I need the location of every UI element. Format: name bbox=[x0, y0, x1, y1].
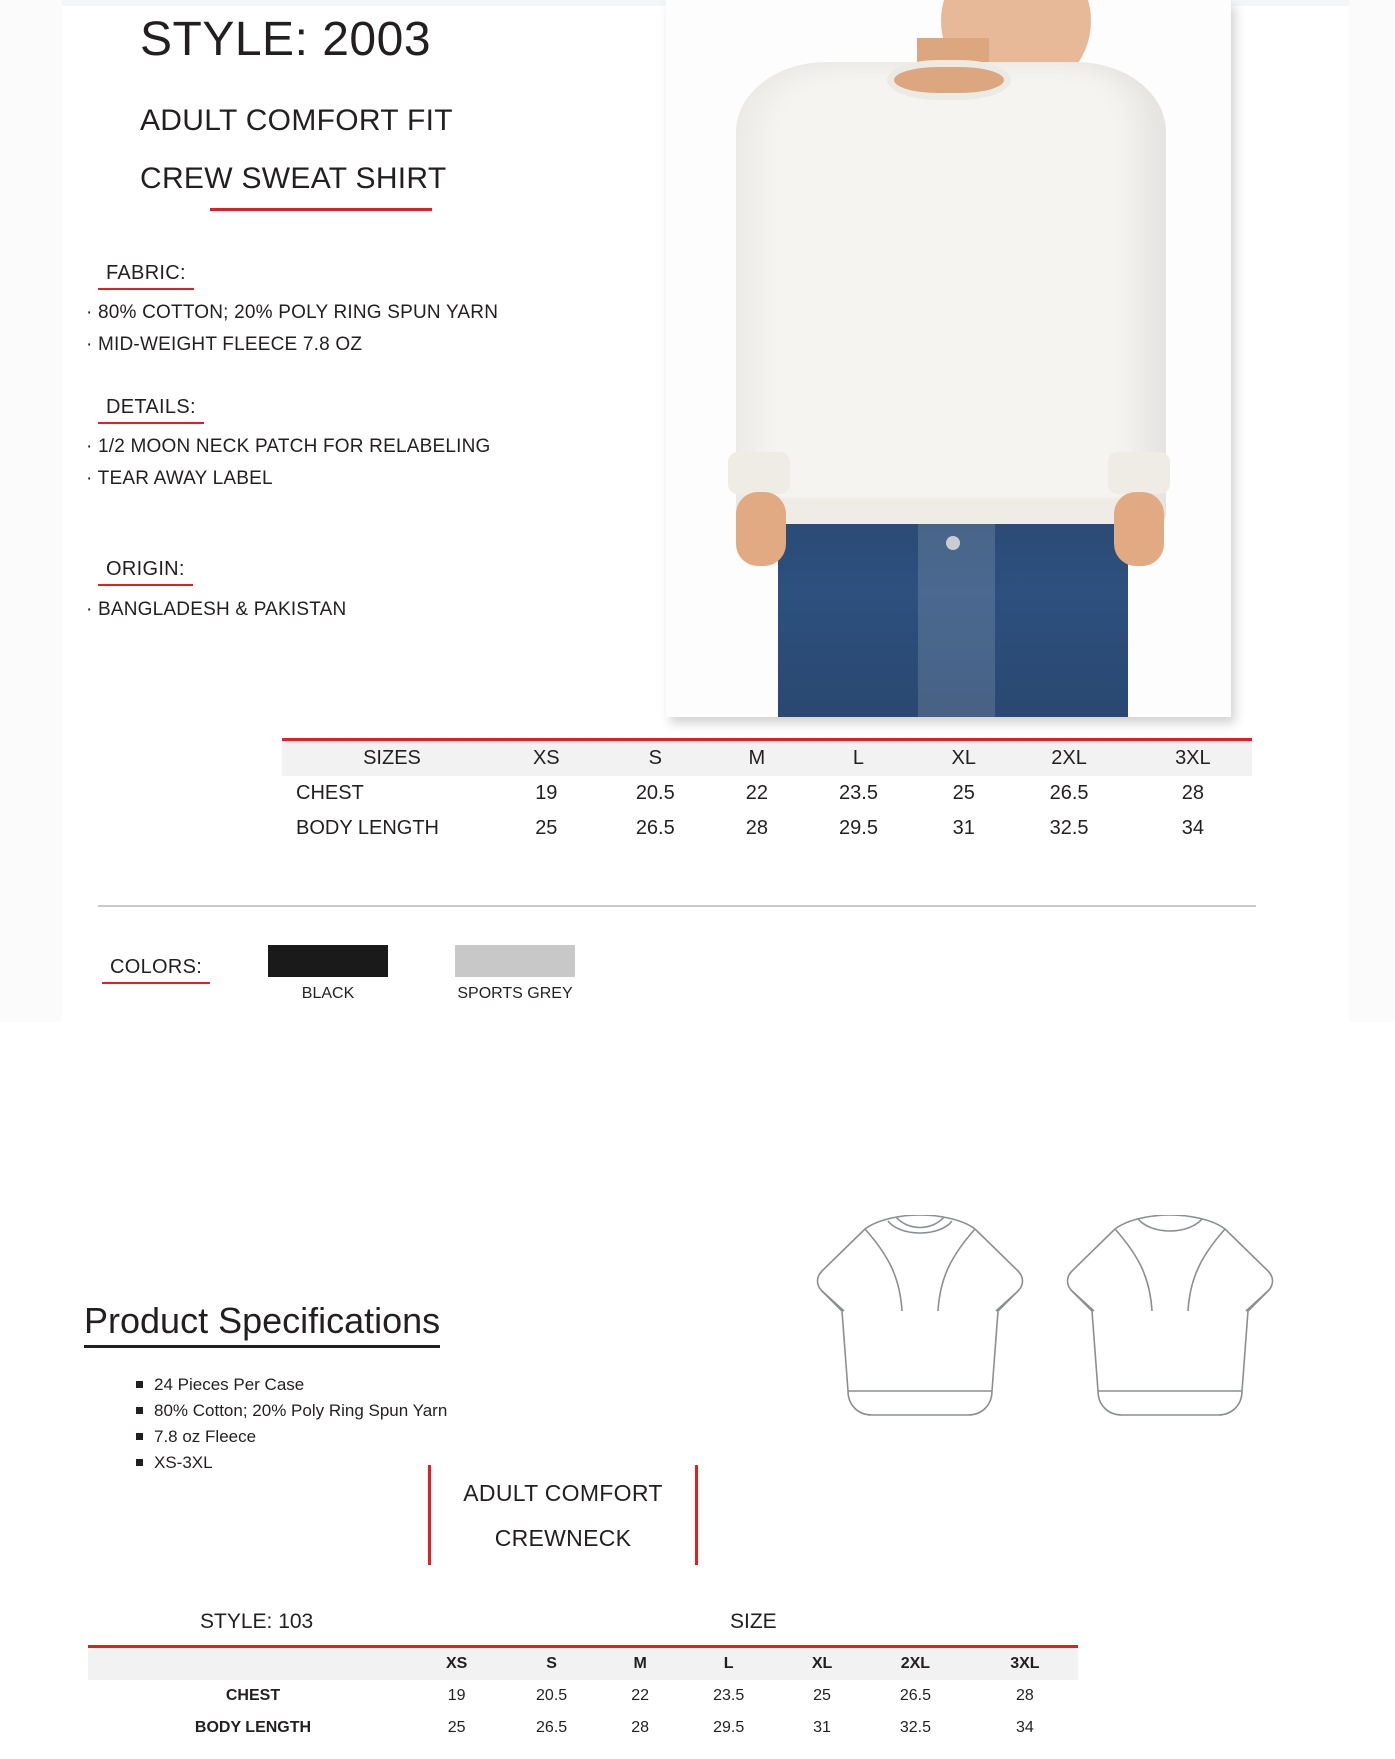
size-chart-bottom bbox=[88, 1645, 1078, 1744]
crewneck-callout bbox=[428, 1465, 698, 1565]
fabric-item: · 80% COTTON; 20% POLY RING SPUN YARN bbox=[86, 302, 499, 323]
color-swatch-black-label: BLACK bbox=[301, 985, 355, 1002]
table-row bbox=[88, 1680, 1078, 1712]
cell: 23.5 bbox=[839, 782, 878, 804]
section-divider bbox=[98, 905, 1256, 907]
color-swatch-black bbox=[268, 945, 388, 977]
details-list bbox=[86, 431, 491, 495]
cell: 28 bbox=[631, 1719, 650, 1736]
spec-item: 7.8 oz Fleece bbox=[154, 1424, 447, 1450]
cell: 32.5 bbox=[899, 1719, 931, 1736]
product-photo bbox=[666, 0, 1231, 717]
model-hand-right bbox=[1114, 492, 1164, 566]
header-cell: M bbox=[608, 1648, 672, 1680]
fabric-item: · MID-WEIGHT FLEECE 7.8 OZ bbox=[86, 334, 363, 355]
subtitle-line-2: CREW SWEAT SHIRT bbox=[140, 162, 447, 195]
title-underline-rule bbox=[210, 208, 432, 211]
origin-label: ORIGIN: bbox=[98, 558, 193, 586]
fabric-list bbox=[86, 297, 498, 361]
sweatshirt-hem bbox=[776, 498, 1128, 524]
left-margin-band bbox=[0, 0, 62, 1022]
row-label: BODY LENGTH bbox=[296, 817, 439, 839]
bottom-style-label: STYLE: 103 bbox=[200, 1610, 314, 1633]
origin-list bbox=[86, 594, 346, 626]
cell: 22 bbox=[745, 782, 768, 804]
details-label: DETAILS: bbox=[98, 396, 204, 424]
header-cell: 3XL bbox=[1175, 747, 1211, 769]
header-cell: XS bbox=[418, 1648, 495, 1680]
cell: 26.5 bbox=[1049, 782, 1089, 804]
cell: 29.5 bbox=[713, 1719, 745, 1736]
header-cell: L bbox=[852, 747, 865, 769]
cell: 28 bbox=[1181, 782, 1204, 804]
header-cell: SIZES bbox=[363, 747, 421, 769]
header-cell: 3XL bbox=[972, 1648, 1078, 1680]
right-margin-band bbox=[1349, 0, 1395, 1022]
size-chart-top bbox=[282, 738, 1252, 846]
cell: 34 bbox=[1181, 817, 1204, 839]
cell: 34 bbox=[1015, 1719, 1034, 1736]
cell: 19 bbox=[447, 1687, 466, 1704]
page-title: STYLE: 2003 bbox=[140, 13, 432, 66]
model-jeans bbox=[778, 508, 1128, 717]
header-cell: S bbox=[648, 747, 662, 769]
cell: 20.5 bbox=[536, 1687, 568, 1704]
table-row bbox=[88, 1712, 1078, 1744]
cell: 25 bbox=[813, 1687, 831, 1704]
cell: 29.5 bbox=[839, 817, 878, 839]
bottom-size-label: SIZE bbox=[730, 1610, 777, 1633]
cell: 25 bbox=[535, 817, 558, 839]
details-item: · 1/2 MOON NECK PATCH FOR RELABELING bbox=[86, 436, 491, 457]
sweatshirt-body bbox=[736, 62, 1166, 532]
header-cell: XL bbox=[951, 747, 976, 769]
callout-line-1: ADULT COMFORT bbox=[463, 1480, 663, 1506]
details-item: · TEAR AWAY LABEL bbox=[86, 468, 273, 489]
cell: 25 bbox=[447, 1719, 466, 1736]
color-swatch-sports-grey bbox=[455, 945, 575, 977]
header-cell: M bbox=[748, 747, 766, 769]
header-cell: 2XL bbox=[859, 1648, 972, 1680]
row-label: BODY LENGTH bbox=[194, 1719, 312, 1736]
callout-line-2: CREWNECK bbox=[494, 1525, 632, 1551]
cell: 26.5 bbox=[536, 1719, 568, 1736]
cell: 28 bbox=[1015, 1687, 1034, 1704]
subtitle-line-1: ADULT COMFORT FIT bbox=[140, 104, 453, 137]
cell: 25 bbox=[952, 782, 975, 804]
model-hand-left bbox=[736, 492, 786, 566]
table-row bbox=[282, 776, 1252, 811]
header-cell: XL bbox=[785, 1648, 859, 1680]
cell: 32.5 bbox=[1049, 817, 1089, 839]
header-cell: L bbox=[672, 1648, 785, 1680]
sweatshirt-cuff-left bbox=[728, 452, 790, 494]
spec-item: 80% Cotton; 20% Poly Ring Spun Yarn bbox=[154, 1398, 447, 1424]
origin-item: · BANGLADESH & PAKISTAN bbox=[86, 599, 347, 620]
sweatshirt-collar bbox=[887, 60, 1011, 100]
spec-item: XS-3XL bbox=[154, 1450, 447, 1476]
cell: 22 bbox=[631, 1687, 650, 1704]
row-label: CHEST bbox=[296, 782, 364, 804]
callout-text bbox=[428, 1471, 698, 1561]
cell: 28 bbox=[745, 817, 768, 839]
cell: 26.5 bbox=[635, 817, 675, 839]
table-header-row bbox=[282, 741, 1252, 776]
colors-label: COLORS: bbox=[102, 956, 210, 984]
header-cell: 2XL bbox=[1051, 747, 1087, 769]
cell: 23.5 bbox=[713, 1687, 745, 1704]
cell: 31 bbox=[813, 1719, 831, 1736]
flat-sketch-group bbox=[770, 1215, 1290, 1455]
page-subtitle bbox=[140, 92, 453, 208]
color-swatch-sports-grey-label: SPORTS GREY bbox=[457, 985, 573, 1002]
cell: 26.5 bbox=[899, 1687, 931, 1704]
spec-heading: Product Specifications bbox=[84, 1300, 440, 1348]
header-cell: S bbox=[495, 1648, 608, 1680]
fabric-label: FABRIC: bbox=[98, 262, 194, 290]
row-label: CHEST bbox=[225, 1687, 281, 1704]
flat-sketches-svg bbox=[770, 1215, 1290, 1455]
spec-list bbox=[132, 1372, 447, 1476]
cell: 31 bbox=[952, 817, 975, 839]
header-cell bbox=[88, 1648, 418, 1680]
cell: 19 bbox=[535, 782, 558, 804]
sweatshirt-cuff-right bbox=[1108, 452, 1170, 494]
table-row bbox=[282, 811, 1252, 846]
table-header-row bbox=[88, 1648, 1078, 1680]
spec-item: 24 Pieces Per Case bbox=[154, 1372, 447, 1398]
header-cell: XS bbox=[532, 747, 560, 769]
cell: 20.5 bbox=[635, 782, 675, 804]
